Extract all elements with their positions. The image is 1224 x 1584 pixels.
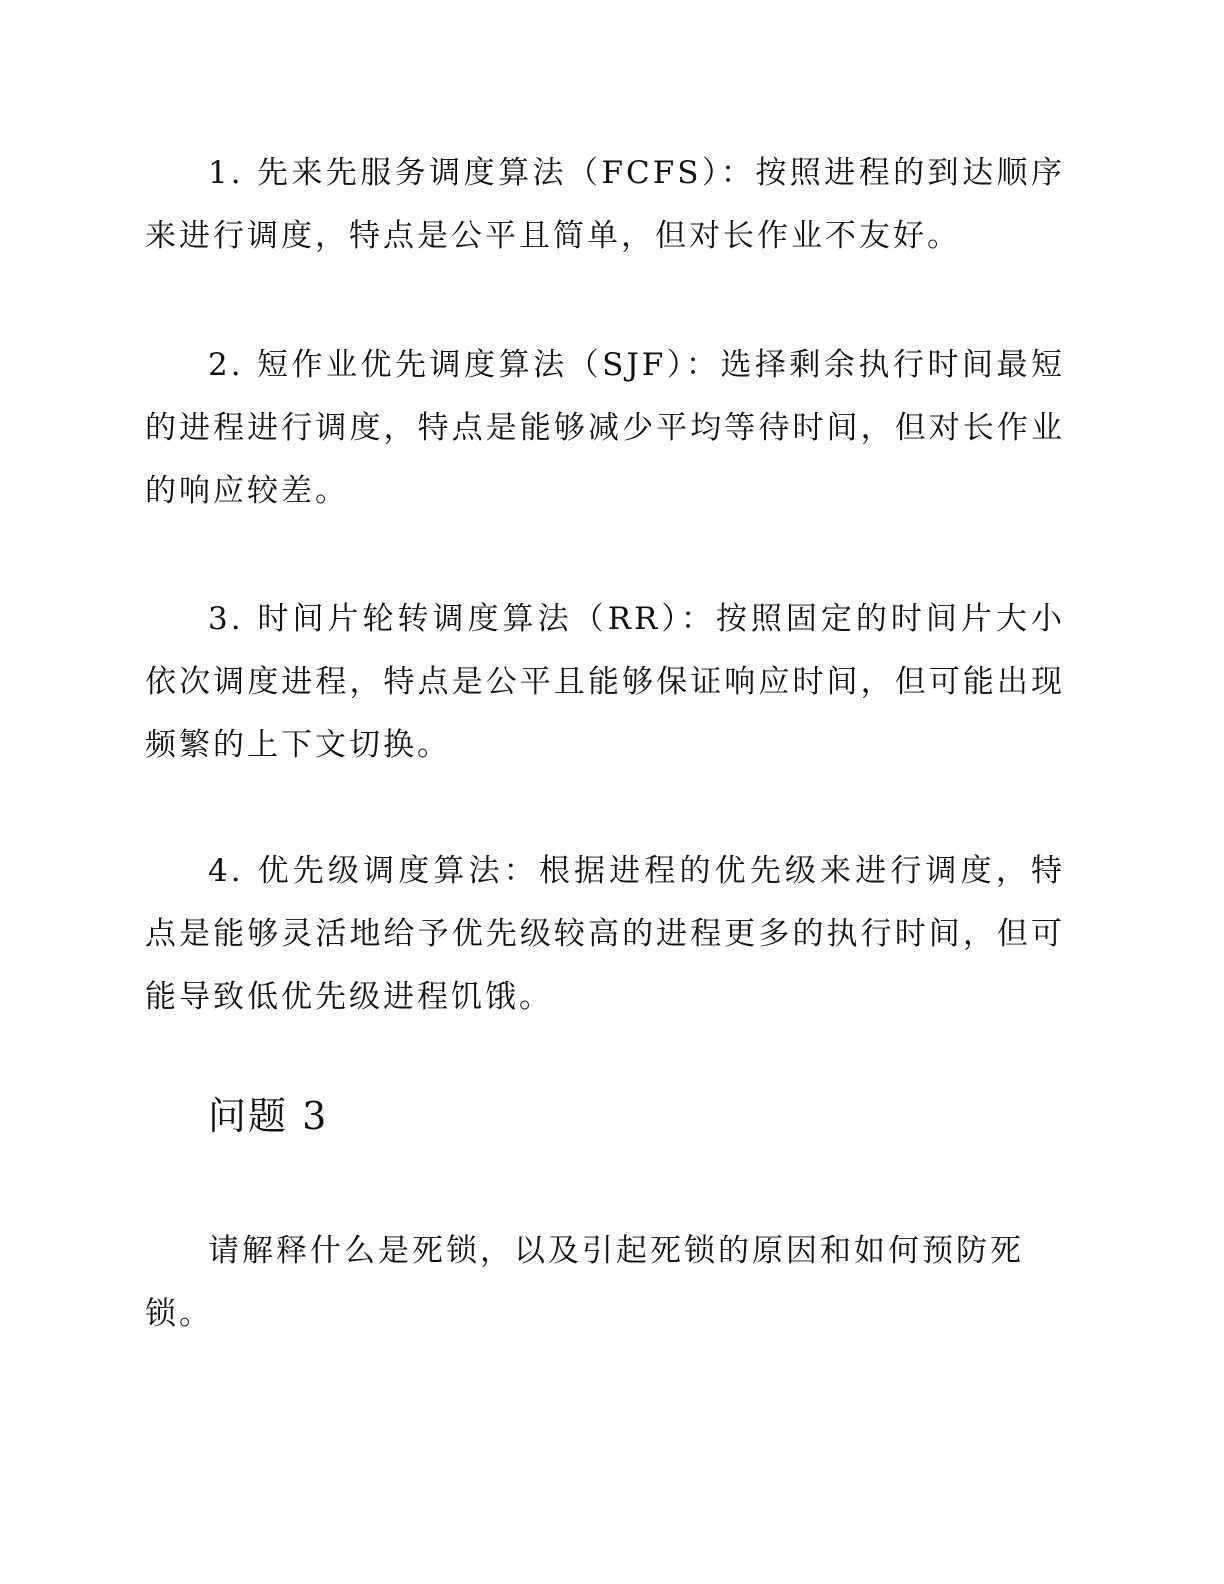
section-heading: 问题 3 [208,1094,329,1138]
paragraph-priority: 4. 优先级调度算法：根据进程的优先级来进行调度，特点是能够灵活地给予优先级较高的进程更多的执行时间，但可能导致低优先级进程饥饿。 [145,853,1065,1015]
paragraph-rr: 3. 时间片轮转调度算法（RR）：按照固定的时间片大小依次调度进程，特点是公平且能够保证响应时间，但可能出现频繁的上下文切换。 [145,601,1065,763]
question-text: 请解释什么是死锁，以及引起死锁的原因和如何预防死锁。 [145,1233,1024,1332]
paragraph-sjf: 2. 短作业优先调度算法（SJF）：选择剩余执行时间最短的进程进行调度，特点是能够减少平均等待时间，但对长作业的响应较差。 [145,347,1065,509]
paragraph-fcfs: 1. 先来先服务调度算法（FCFS）：按照进程的到达顺序来进行调度，特点是公平且简单，但对长作业不友好。 [145,155,1065,254]
